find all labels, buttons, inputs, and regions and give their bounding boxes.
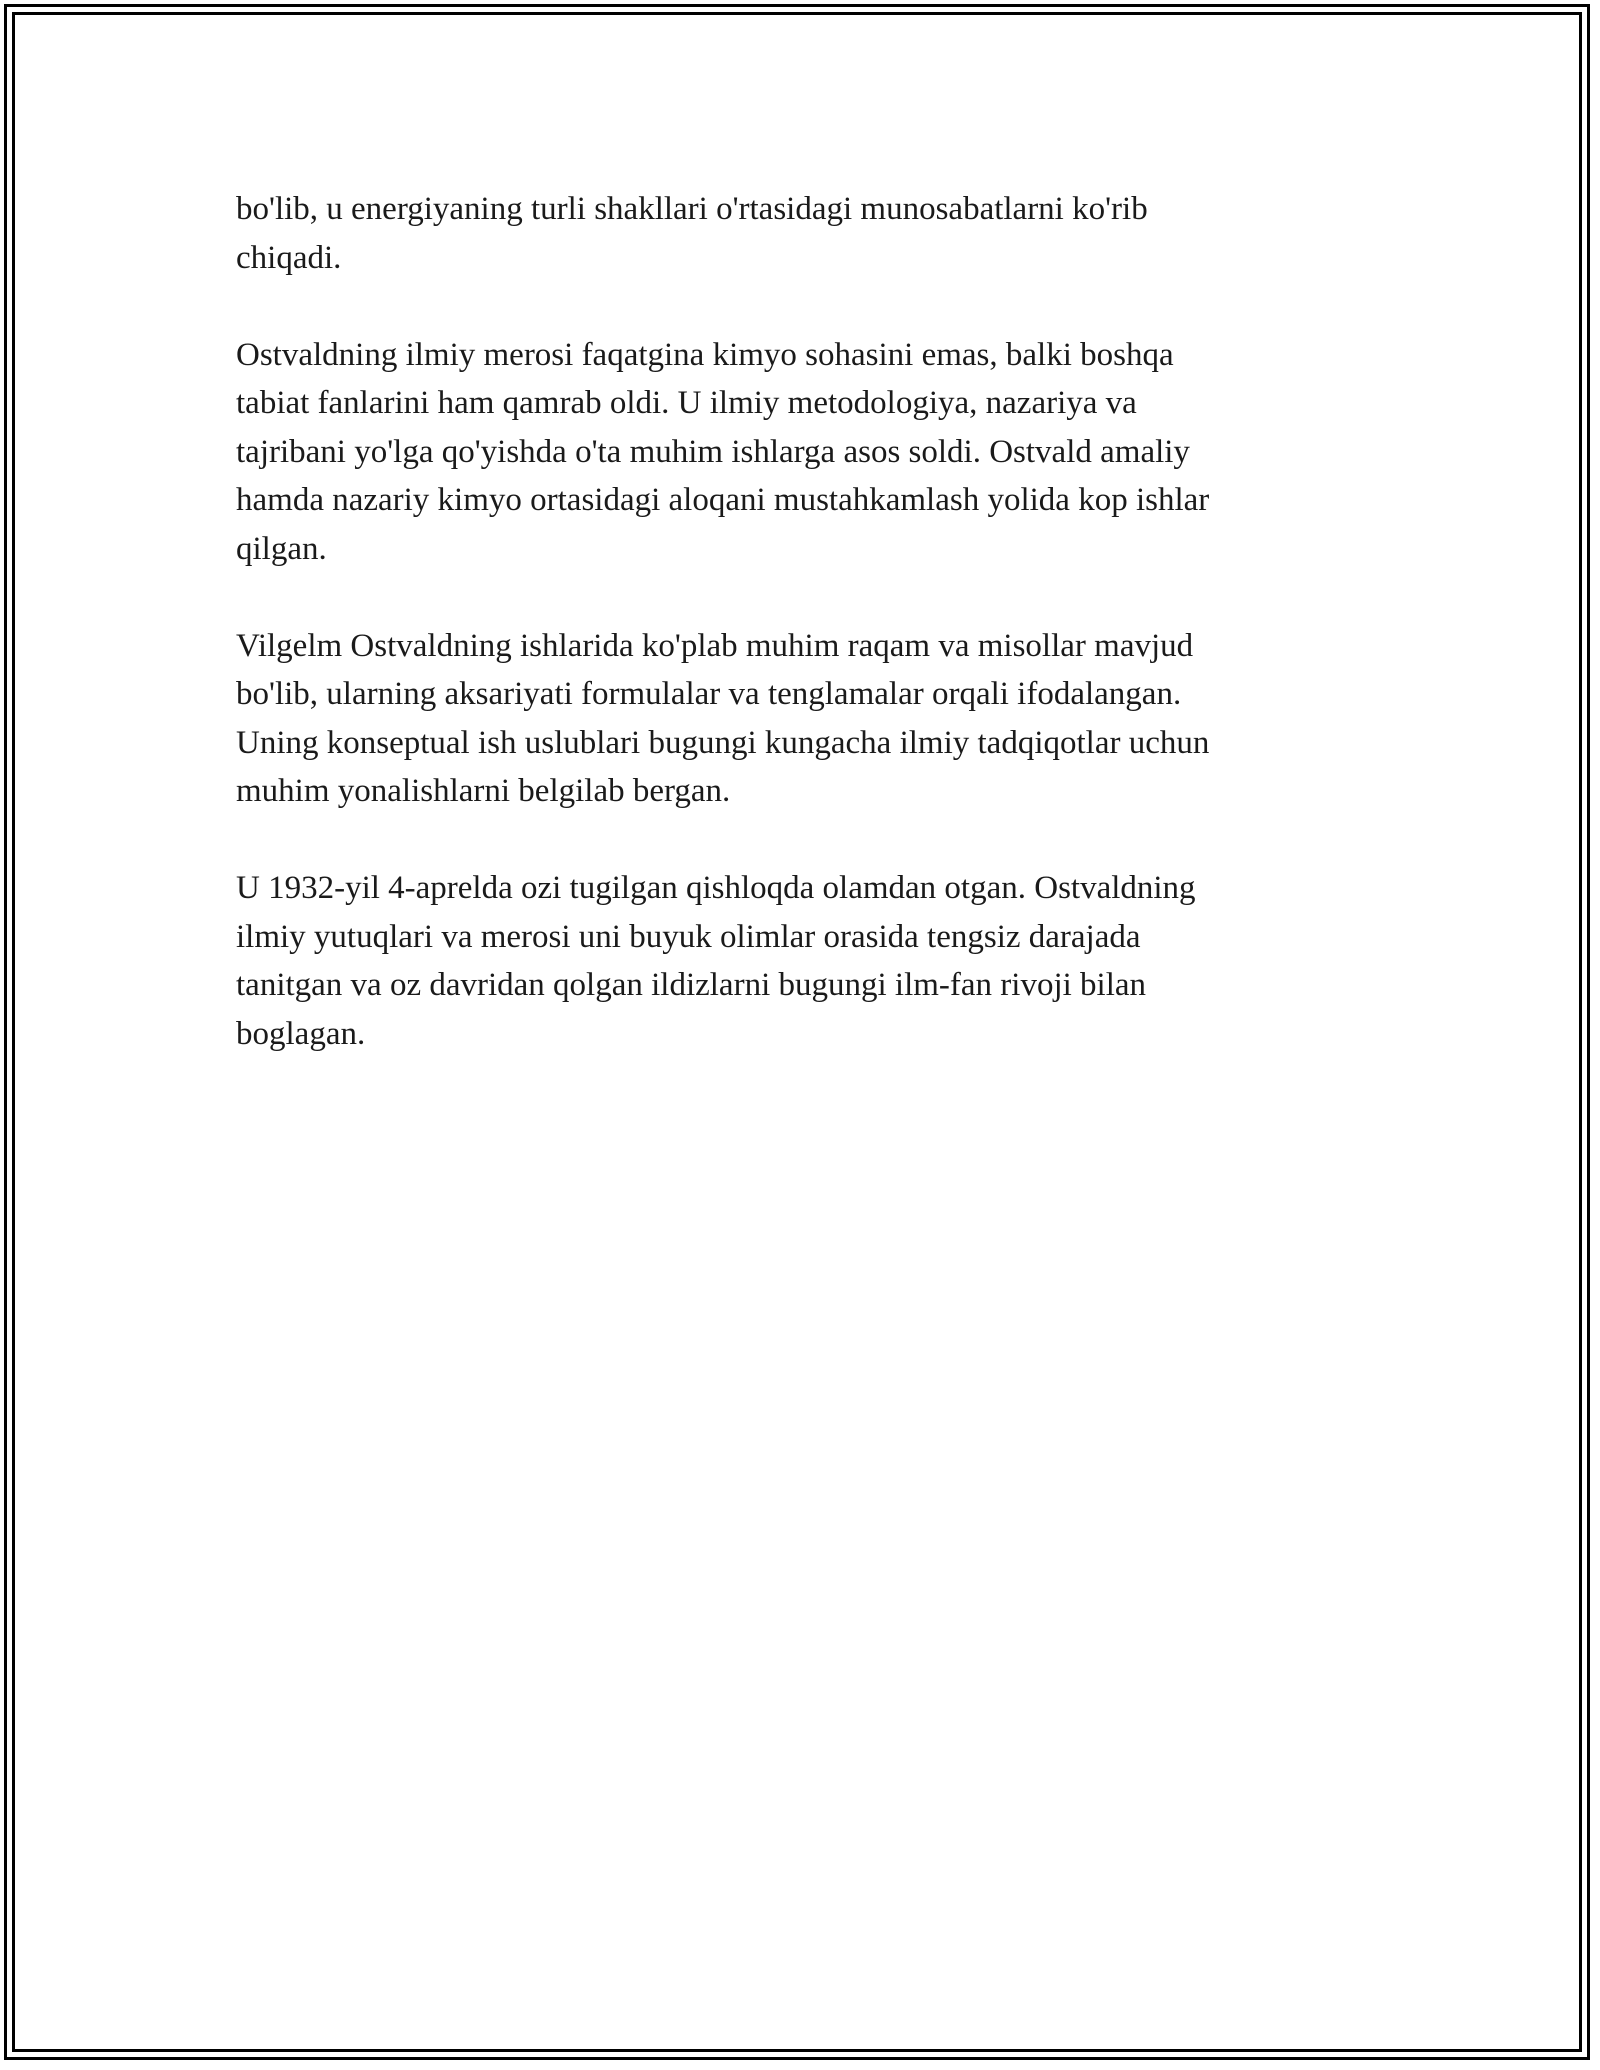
paragraph-3: Vilgelm Ostvaldning ishlarida ko'plab muhim raqam va misollar mavjud bo'lib, ularning aksariyati formulalar va tenglamalar orqali ifodalangan. Uning konseptual ish uslublari bugungi kungacha ilmiy tadqiqotlar uchun muhim yonalishlarni belgilab bergan. xyxy=(236,627,1210,809)
paragraph-1: bo'lib, u energiyaning turli shakllari o'rtasidagi munosabatlarni ko'rib chiqadi. xyxy=(236,191,1148,276)
paragraph-4: U 1932-yil 4-aprelda ozi tugilgan qishloqda olamdan otgan. Ostvaldning ilmiy yutuqlari va merosi uni buyuk olimlar orasida tengsiz darajada tanitgan va oz davridan qolgan ildizlarni bugungi ilm-fan rivoji bilan boglagan. xyxy=(236,870,1196,1052)
paragraph-2: Ostvaldning ilmiy merosi faqatgina kimyo sohasini emas, balki boshqa tabiat fanlarini ham qamrab oldi. U ilmiy metodologiya, nazariya va tajribani yo'lga qo'yishda o'ta muhim ishlarga asos soldi. Ostvald amaliy hamda nazariy kimyo ortasidagi aloqani mustahkamlash yolida kop ishlar qilgan. xyxy=(236,336,1210,567)
document-body xyxy=(236,185,1366,1107)
